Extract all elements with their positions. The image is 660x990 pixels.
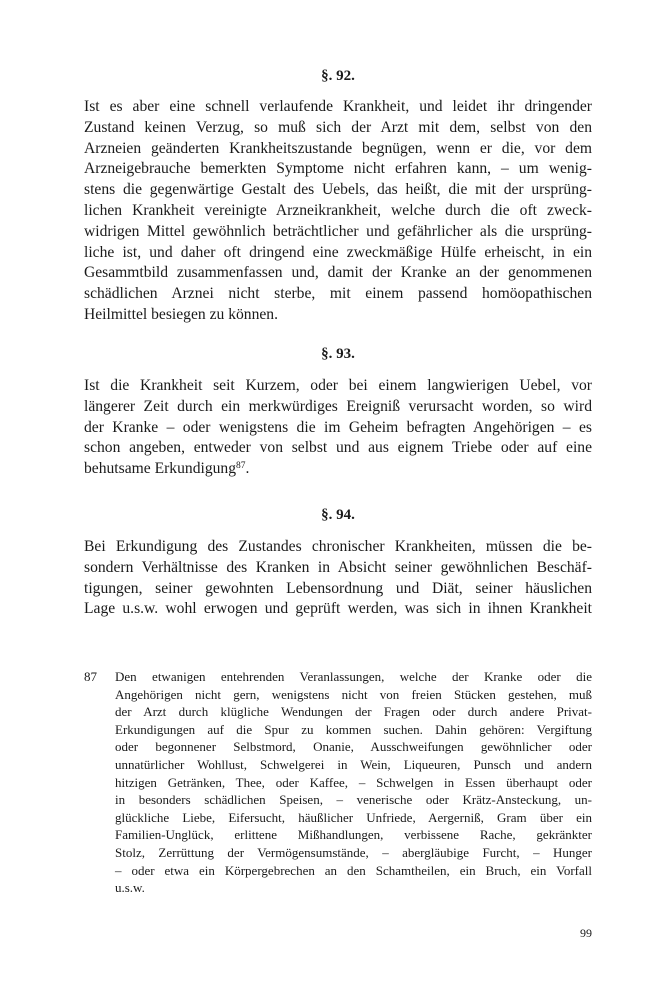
text-line: widrigen Mittel gewöhnlich beträchtlicher und gefährlicher als die ursprüng- bbox=[84, 222, 592, 240]
text-line: Zustand keinen Verzug, so muß sich der Arzt mit dem, selbst von den bbox=[84, 118, 592, 136]
text-line: behutsame Erkundigung bbox=[84, 460, 237, 478]
text-punctuation: . bbox=[245, 460, 250, 478]
page-number: 99 bbox=[580, 926, 592, 940]
section-heading-94: §. 94. bbox=[321, 507, 355, 523]
footnote-line: Erkundigungen auf die Spur zu kommen suchen. Dahin gehören: Vergiftung bbox=[115, 721, 592, 737]
paragraph-94 bbox=[84, 537, 592, 620]
footnote-line: Angehörigen nicht gern, wenigstens nicht von freien Stücken gestehen, muß bbox=[115, 686, 592, 702]
footnote-text bbox=[115, 668, 592, 897]
text-line: Arzneigebrauche bemerkten Symptome nicht erfahren kann, – um wenig- bbox=[84, 160, 592, 178]
footnote-line: Stolz, Zerrüttung der Vermögensumstände, – abergläubige Furcht, – Hunger bbox=[115, 844, 592, 860]
footnote-line: Familien-Unglück, erlittene Mißhandlungen, verbissene Rache, gekränkter bbox=[115, 827, 592, 843]
footnote-line: glückliche Liebe, Eifersucht, häußlicher Unfriede, Aergerniß, Gram über ein bbox=[115, 809, 592, 825]
footnote-line: Den etwanigen entehrenden Veranlassungen, welche der Kranke oder die bbox=[115, 669, 592, 684]
text-line: Bei Erkundigung des Zustandes chronischer Krankheiten, müssen die be- bbox=[84, 538, 592, 555]
footnote-number: 87 bbox=[84, 669, 97, 684]
text-line: schädlichen Arznei nicht sterbe, mit einem passend homöopathischen bbox=[84, 285, 592, 303]
text-line: schon angeben, entweder von selbst und aus eignem Triebe oder auf eine bbox=[84, 439, 592, 457]
footnote-line: unnatürlicher Wohllust, Schwelgerei in Wein, Liqueuren, Punsch und andern bbox=[115, 756, 592, 772]
text-line: tigungen, seiner gewohnten Lebensordnung und Diät, seiner häuslichen bbox=[84, 579, 592, 597]
paragraph-92 bbox=[84, 97, 592, 326]
section-heading-92: §. 92. bbox=[321, 68, 355, 84]
footnote-line: der Arzt durch klügliche Wendungen der Fragen oder durch andere Privat- bbox=[115, 704, 592, 720]
footnote-line: hitzigen Getränken, Thee, oder Kaffee, – Schwelgen in Essen überhaupt oder bbox=[115, 774, 592, 790]
text-line: Lage u.s.w. wohl erwogen und geprüft werden, was sich in ihnen Krankheit bbox=[84, 600, 592, 618]
footnote-line: u.s.w. bbox=[115, 880, 145, 896]
text-line: lichen Krankheit vereinigte Arzneikrankheit, welche durch die oft zweck- bbox=[84, 201, 592, 219]
text-line: längerer Zeit durch ein merkwürdiges Ereigniß verursacht worden, so wird bbox=[84, 397, 592, 415]
text-line: Ist es aber eine schnell verlaufende Krankheit, und leidet ihr dringender bbox=[84, 98, 592, 115]
text-line: sondern Verhältnisse des Kranken in Absicht seiner gewöhnlichen Beschäf- bbox=[84, 558, 592, 576]
footnote-line: oder begonnener Selbstmord, Onanie, Ausschweifungen gewöhnlicher oder bbox=[115, 739, 592, 755]
text-line: Ist die Krankheit seit Kurzem, oder bei einem langwierigen Uebel, vor bbox=[84, 377, 592, 394]
text-line: Heilmittel besiegen zu können. bbox=[84, 305, 279, 323]
footnote-line: – oder etwa ein Körpergebrechen an den Schamtheilen, ein Bruch, ein Vorfall bbox=[115, 862, 592, 878]
text-line: der Kranke – oder wenigstens die im Geheim befragten Angehörigen – es bbox=[84, 418, 592, 436]
section-heading-93: §. 93. bbox=[321, 346, 355, 362]
book-page bbox=[84, 0, 592, 990]
footnote-reference[interactable]: 87 bbox=[236, 460, 246, 471]
text-line: liche ist, und daher oft dringend eine zweckmäßige Hülfe erheischt, in ein bbox=[84, 243, 592, 261]
footnote-line: in besonders schädlichen Speisen, – venerische oder Krätz-Ansteckung, un- bbox=[115, 792, 592, 808]
text-line: Arzneien geänderten Krankheitszustande begnügen, wenn er die, vor dem bbox=[84, 139, 592, 157]
paragraph-93 bbox=[84, 376, 592, 480]
text-line-with-footnote bbox=[84, 459, 592, 480]
text-line: Gesammtbild zusammenfassen und, damit der Kranke an der genommenen bbox=[84, 264, 592, 282]
text-line: stens die gegenwärtige Gestalt des Uebels, das heißt, die mit der ursprüng- bbox=[84, 181, 592, 199]
